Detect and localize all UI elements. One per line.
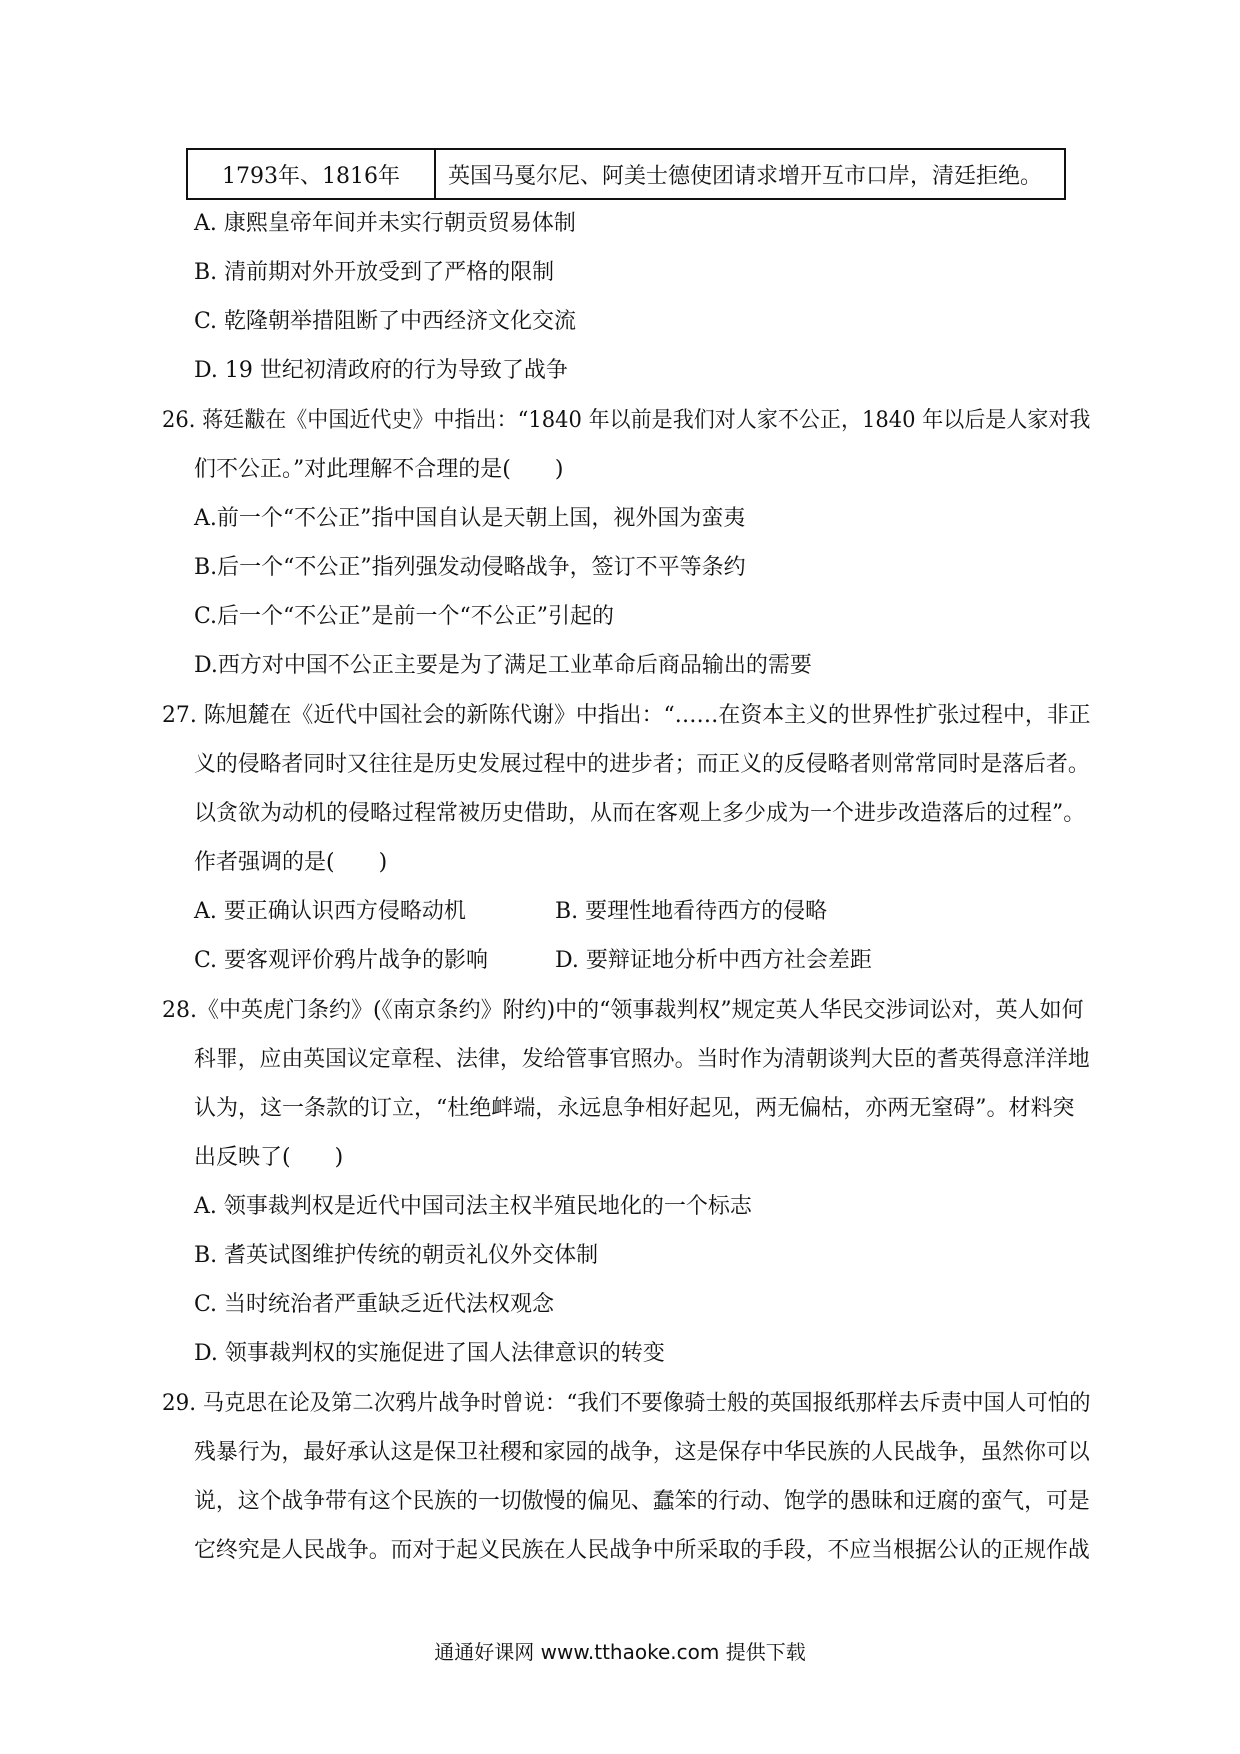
q26-stem-line-2: 们不公正。”对此理解不合理的是( ): [194, 457, 564, 482]
q28-stem-line-3: 认为，这一条款的订立，“杜绝衅端，永远息争相好起见，两无偏枯，亦两无窒碍”。材料突: [194, 1096, 1075, 1121]
q29-stem-line-3: 说，这个战争带有这个民族的一切傲慢的偏见、蠢笨的行动、饱学的愚昧和迂腐的蛮气，可是: [194, 1489, 1090, 1514]
q27-option-d: D. 要辩证地分析中西方社会差距: [555, 948, 872, 973]
history-table: [186, 148, 1066, 200]
q25-option-a: A. 康熙皇帝年间并未实行朝贡贸易体制: [194, 211, 576, 236]
q29-stem-line-1: 29. 马克思在论及第二次鸦片战争时曾说：“我们不要像骑士般的英国报纸那样去斥责中国人可怕的: [162, 1391, 1091, 1416]
q27-stem-line-1: 27. 陈旭麓在《近代中国社会的新陈代谢》中指出：“……在资本主义的世界性扩张过程中，非正: [162, 703, 1091, 728]
page-footer: 通通好课网 www.tthaoke.com 提供下载: [434, 1640, 806, 1664]
q27-stem-line-2: 义的侵略者同时又往往是历史发展过程中的进步者；而正义的反侵略者则常常同时是落后者。: [194, 752, 1090, 777]
q25-option-d: D. 19 世纪初清政府的行为导致了战争: [194, 358, 568, 383]
q28-option-d: D. 领事裁判权的实施促进了国人法律意识的转变: [194, 1341, 665, 1366]
q28-option-b: B. 耆英试图维护传统的朝贡礼仪外交体制: [194, 1243, 599, 1268]
q27-option-b: B. 要理性地看待西方的侵略: [555, 899, 828, 924]
q26-stem-line-1: 26. 蒋廷黻在《中国近代史》中指出：“1840 年以前是我们对人家不公正，1840 年以后是人家对我: [162, 408, 1091, 433]
q26-option-a: A.前一个“不公正”指中国自认是天朝上国，视外国为蛮夷: [194, 506, 746, 531]
table-year-cell: 1793年、1816年: [188, 150, 436, 198]
q28-option-a: A. 领事裁判权是近代中国司法主权半殖民地化的一个标志: [194, 1194, 752, 1219]
q28-option-c: C. 当时统治者严重缺乏近代法权观念: [194, 1292, 555, 1317]
q28-stem-line-4: 出反映了( ): [194, 1145, 344, 1170]
q28-stem-line-1: 28.《中英虎门条约》(《南京条约》附约)中的“领事裁判权”规定英人华民交涉词讼对，英人如何: [162, 998, 1084, 1023]
q26-option-d: D.西方对中国不公正主要是为了满足工业革命后商品输出的需要: [194, 653, 812, 678]
q27-option-c: C. 要客观评价鸦片战争的影响: [194, 948, 489, 973]
q27-stem-line-4: 作者强调的是( ): [194, 850, 388, 875]
q29-stem-line-2: 残暴行为，最好承认这是保卫社稷和家园的战争，这是保存中华民族的人民战争，虽然你可以: [194, 1440, 1090, 1465]
q27-stem-line-3: 以贪欲为动机的侵略过程常被历史借助，从而在客观上多少成为一个进步改造落后的过程”。: [194, 801, 1086, 826]
q25-option-b: B. 清前期对外开放受到了严格的限制: [194, 260, 555, 285]
table-event-cell: 英国马戛尔尼、阿美士德使团请求增开互市口岸，清廷拒绝。: [448, 163, 1043, 189]
q25-option-c: C. 乾隆朝举措阻断了中西经济文化交流: [194, 309, 577, 334]
q28-stem-line-2: 科罪，应由英国议定章程、法律，发给管事官照办。当时作为清朝谈判大臣的耆英得意洋洋地: [194, 1047, 1090, 1072]
q26-option-b: B.后一个“不公正”指列强发动侵略战争，签订不平等条约: [194, 555, 746, 580]
q27-option-a: A. 要正确认识西方侵略动机: [194, 899, 466, 924]
q29-stem-line-4: 它终究是人民战争。而对于起义民族在人民战争中所采取的手段，不应当根据公认的正规作战: [194, 1538, 1090, 1563]
q26-option-c: C.后一个“不公正”是前一个“不公正”引起的: [194, 604, 615, 629]
